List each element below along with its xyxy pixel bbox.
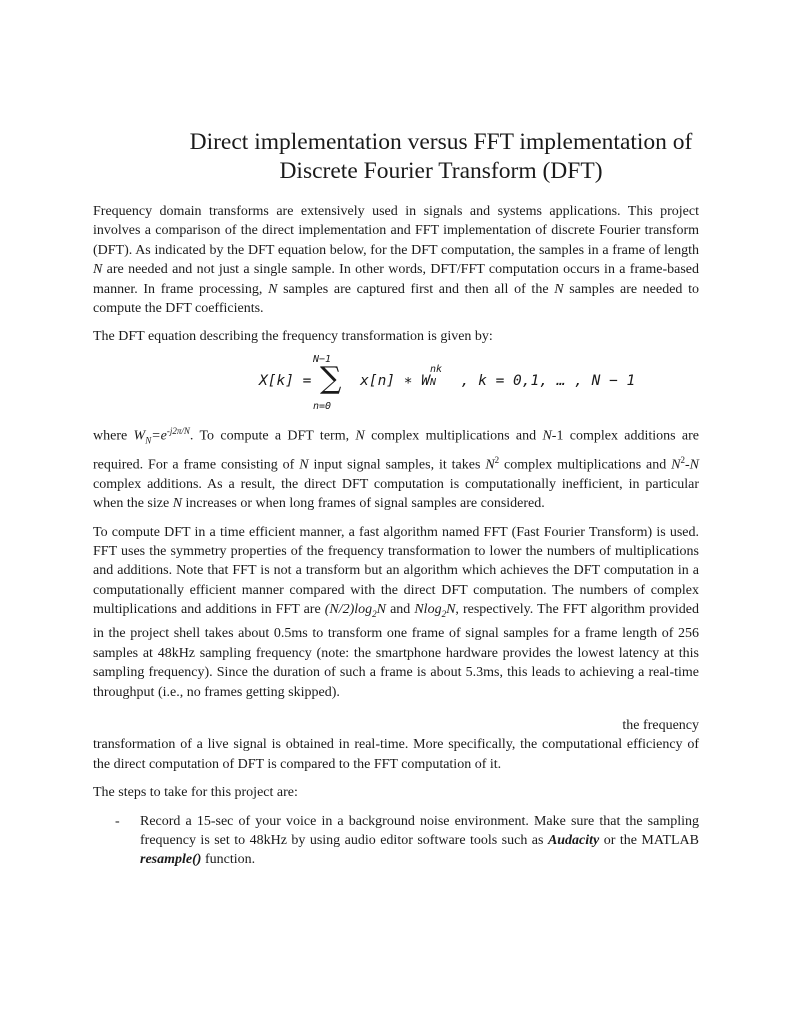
title-line-1: Direct implementation versus FFT implementation of [189,129,693,155]
fft-paragraph: To compute DFT in a time efficient manner, a fast algorithm named FFT (Fast Fourier Transform) is used. FFT uses the symmetry properties of the frequency transformation to lower the numbers of multiplications and additions. Note that FFT is not a transform but an algorithm which achieves the DFT computation in a computationally efficient manner compared with the direct DFT computation. The numbers of complex multiplications and additions in FFT are $(N/2)\log_2N$ and Nlog$_2$N, respectively. The FFT algorithm provided in the project shell takes about 0.5ms to transform one frame of signal samples for a frame length of 256 samples at 48kHz sampling frequency (note: the smartphone hardware provides the lowest latency at this sampling frequency). Since the duration of such a frame is about 5.3ms, this leads to achieving a real-time throughput (i.e., no frames getting skipped). [93,524,700,700]
steps-intro: The steps to take for this project are: [93,785,298,801]
sum-upper-limit: N−1 [313,353,332,365]
audacity-term: Audacity [547,833,600,849]
sum-lower-limit: n=0 [313,400,332,412]
equation-intro: The DFT equation describing the frequency transformation is given by: [93,329,493,345]
document-page [93,128,699,870]
paragraph-fragment: the frequency [622,718,699,734]
list-item: - Record a 15-sec of your voice in a background noise environment. Make sure that the sampling frequency is set to 48kHz by using audio editor software tools such as Audacity or the MATLAB resample() function. [115,813,699,868]
document-title [93,128,699,186]
title-line-2: Discrete Fourier Transform (DFT) [279,158,603,184]
realtime-paragraph: the frequency transformation of a live signal is obtained in real-time. More specifically, the computational efficiency of the direct computation of DFT is compared to the FFT computation of it. [93,718,699,772]
steps-list [93,812,699,870]
dft-equation [93,353,699,418]
resample-term: resample() [140,852,202,868]
summation-symbol: ∑ [320,360,342,396]
equation-body: X[k] = x[n] ∗ W nk N , k = 0,1, … , N − 1 [259,363,636,389]
intro-paragraph: Frequency domain transforms are extensively used in signals and systems applications. This project involves a comparison of the direct implementation and FFT implementation of discrete Fourier transform (DFT). As indicated by the DFT equation below, for the DFT computation, the samples in a frame of length N are needed and not just a single sample. In other words, DFT/FFT computation occurs in a frame-based manner. In frame processing, N samples are captured first and then all of the N samples are needed to compute the DFT coefficients. [93,204,699,317]
list-dash: - [115,813,120,829]
direct-dft-paragraph: where $W_N=e^{-j2\pi/N}$. To compute a DFT term, N complex multiplications and N-1 complex additions are required. For a frame consisting of N input signal samples, it takes $N^2$ complex multiplications and $N^2-N$ complex additions. As a result, the direct DFT computation is computationally inefficient, in particular when the size N increases or when long frames of signal samples are considered. [93,425,700,512]
